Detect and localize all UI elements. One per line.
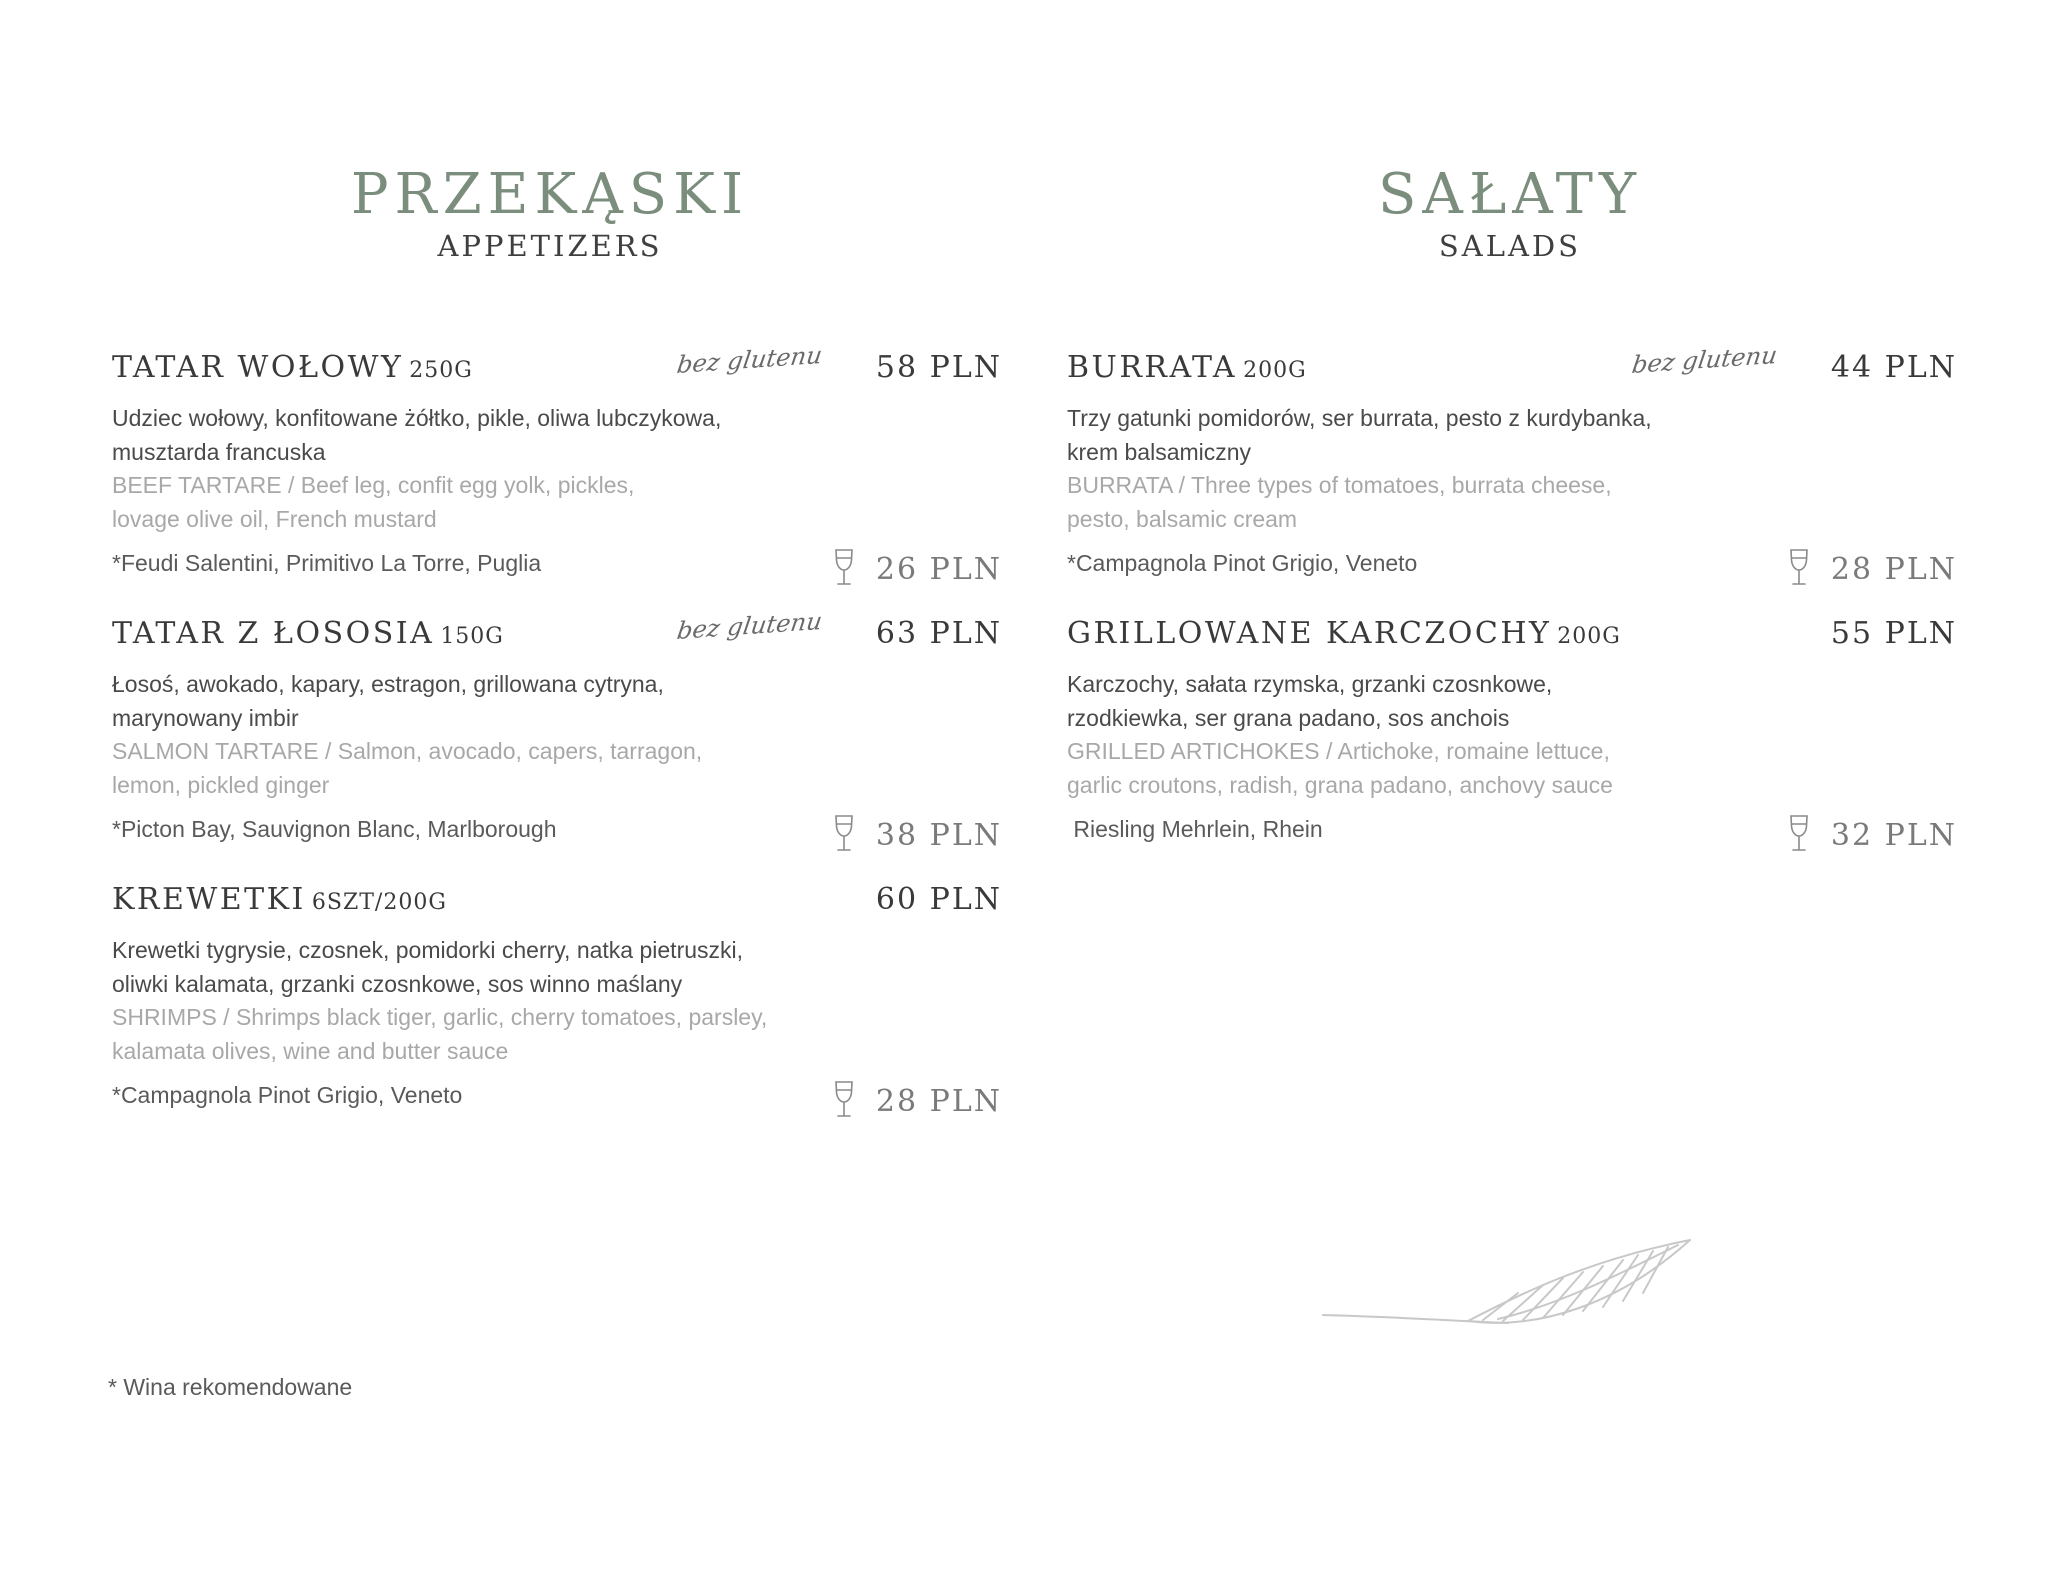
- item-price: 63 PLN: [875, 616, 1002, 651]
- wine-pairing: [112, 548, 1002, 590]
- wine-price: 28 PLN: [875, 1084, 1002, 1119]
- description-pl-line: Udziec wołowy, konfitowane żółtko, pikle, oliwa lubczykowa,: [112, 405, 722, 431]
- item-weight: 200G: [1243, 358, 1307, 383]
- item-description: [1067, 668, 1767, 802]
- wine-pairing: [1067, 814, 1957, 856]
- menu-item: [1067, 341, 1957, 590]
- item-title-row: [1067, 341, 1957, 396]
- item-weight: 6SZT/200G: [311, 890, 447, 915]
- wine-glass-icon: [1787, 548, 1811, 588]
- wine-glass-icon: [832, 814, 856, 854]
- item-name: GRILLOWANE KARCZOCHY 200G: [1067, 616, 1621, 651]
- wine-pairing: [112, 1080, 1002, 1122]
- item-description: [1067, 402, 1767, 536]
- item-weight: 200G: [1557, 624, 1621, 649]
- leaf-illustration: [1318, 1235, 1698, 1345]
- item-description: [112, 668, 812, 802]
- appetizers-header: [200, 163, 900, 263]
- appetizers-title-pl: PRZEKĄSKI: [350, 162, 750, 227]
- salads-header: [1160, 163, 1860, 263]
- description-pl-line: Karczochy, sałata rzymska, grzanki czosnkowe,: [1067, 671, 1553, 697]
- wine-glass-icon: [1787, 814, 1811, 854]
- item-title-row: [1067, 612, 1957, 662]
- item-price: 44 PLN: [1830, 350, 1957, 385]
- gluten-free-badge: bez glutenu: [1630, 341, 1779, 379]
- wine-glass-icon: [832, 1080, 856, 1120]
- description-en-line: BURRATA / Three types of tomatoes, burrata cheese,: [1067, 472, 1612, 498]
- description-pl-line: krem balsamiczny: [1067, 438, 1252, 465]
- gluten-free-badge: bez glutenu: [675, 341, 824, 379]
- item-price: 55 PLN: [1830, 616, 1957, 651]
- description-en-line: BEEF TARTARE / Beef leg, confit egg yolk, pickles,: [112, 472, 635, 498]
- wine-name: *Campagnola Pinot Grigio, Veneto: [1067, 550, 1418, 576]
- description-en-line: SALMON TARTARE / Salmon, avocado, capers, tarragon,: [112, 738, 703, 764]
- description-pl-line: musztarda francuska: [112, 438, 326, 465]
- appetizers-list: [112, 341, 1002, 1122]
- description-en-line: lovage olive oil, French mustard: [112, 505, 437, 532]
- menu-item: [1067, 612, 1957, 856]
- wine-name: *Picton Bay, Sauvignon Blanc, Marlborough: [112, 816, 557, 842]
- wine-price: 32 PLN: [1830, 818, 1957, 853]
- salads-title-pl: SAŁATY: [1378, 162, 1642, 227]
- wine-name: *Campagnola Pinot Grigio, Veneto: [112, 1082, 463, 1108]
- item-price: 58 PLN: [875, 350, 1002, 385]
- item-weight: 150G: [440, 624, 504, 649]
- wine-price: 26 PLN: [875, 552, 1002, 587]
- description-en-line: garlic croutons, radish, grana padano, anchovy sauce: [1067, 771, 1613, 798]
- item-title-row: [112, 341, 1002, 396]
- salads-list: [1067, 341, 1957, 856]
- footnote: * Wina rekomendowane: [108, 1374, 353, 1400]
- description-en-line: kalamata olives, wine and butter sauce: [112, 1037, 509, 1064]
- description-pl-line: marynowany imbir: [112, 704, 299, 731]
- description-en-line: lemon, pickled ginger: [112, 771, 330, 798]
- wine-price: 38 PLN: [875, 818, 1002, 853]
- item-description: [112, 934, 812, 1068]
- item-name: TATAR WOŁOWY 250G: [112, 350, 473, 385]
- item-name: BURRATA 200G: [1067, 350, 1307, 385]
- description-pl-line: rzodkiewka, ser grana padano, sos anchois: [1067, 704, 1510, 731]
- wine-price: 28 PLN: [1830, 552, 1957, 587]
- item-name: KREWETKI 6SZT/200G: [112, 882, 447, 917]
- description-en-line: SHRIMPS / Shrimps black tiger, garlic, cherry tomatoes, parsley,: [112, 1004, 768, 1030]
- wine-name: *Feudi Salentini, Primitivo La Torre, Puglia: [112, 550, 542, 576]
- menu-item: [112, 878, 1002, 1122]
- item-title-row: [112, 878, 1002, 928]
- wine-glass-icon: [832, 548, 856, 588]
- salads-title-en: SALADS: [1438, 229, 1582, 263]
- description-pl-line: Łosoś, awokado, kapary, estragon, grillowana cytryna,: [112, 671, 664, 697]
- description-pl-line: Trzy gatunki pomidorów, ser burrata, pesto z kurdybanka,: [1067, 405, 1652, 431]
- item-title-row: [112, 607, 1002, 662]
- description-pl-line: Krewetki tygrysie, czosnek, pomidorki cherry, natka pietruszki,: [112, 937, 744, 963]
- menu-item: [112, 341, 1002, 590]
- menu-item: [112, 607, 1002, 856]
- wine-name: Riesling Mehrlein, Rhein: [1067, 816, 1323, 842]
- appetizers-title-en: APPETIZERS: [437, 229, 663, 263]
- wine-pairing: [1067, 548, 1957, 590]
- gluten-free-badge: bez glutenu: [675, 607, 824, 645]
- item-price: 60 PLN: [875, 882, 1002, 917]
- wine-pairing: [112, 814, 1002, 856]
- item-name: TATAR Z ŁOSOSIA 150G: [112, 616, 504, 651]
- item-weight: 250G: [409, 358, 473, 383]
- description-en-line: pesto, balsamic cream: [1067, 505, 1298, 532]
- description-pl-line: oliwki kalamata, grzanki czosnkowe, sos winno maślany: [112, 970, 683, 997]
- item-description: [112, 402, 812, 536]
- description-en-line: GRILLED ARTICHOKES / Artichoke, romaine lettuce,: [1067, 738, 1610, 764]
